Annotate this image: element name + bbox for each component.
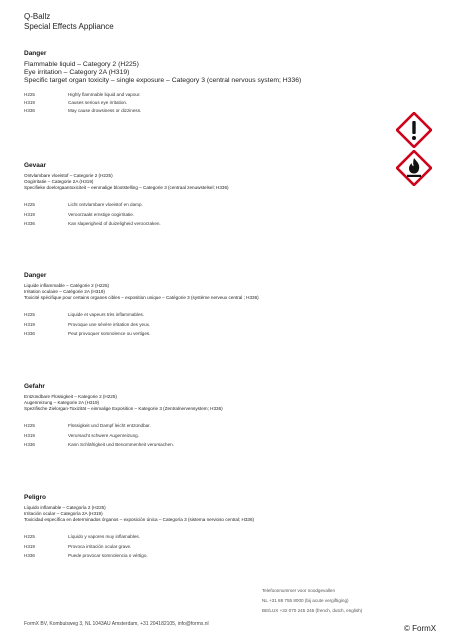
hazard-text: Causes serious eye irritation. <box>68 100 128 105</box>
document-header <box>24 12 114 32</box>
hazard-statement <box>24 423 414 429</box>
hazard-code: H319 <box>24 211 35 217</box>
company-address: FormX BV, Kombuisweg 3, NL 1043AU Amsterdam, +31 204182105, info@formx.nl <box>24 621 209 627</box>
signal-word: Danger <box>24 272 47 279</box>
hazard-statement <box>24 331 414 337</box>
classification-line: Toxicité spécifique pour certains organes cibles – exposition unique – Catégorie 3 (système nerveux central ; H336) <box>24 294 259 300</box>
hazard-statement <box>24 553 414 559</box>
hazard-statement-list <box>24 423 414 448</box>
ghs02-flame-icon <box>396 150 432 186</box>
hazard-statement <box>24 322 414 328</box>
hazard-code: H225 <box>24 423 35 429</box>
classification-line: Toxicidad específica en determinados órganos – exposición única – Categoría 3 (sistema nervioso central; H336) <box>24 516 255 522</box>
hazard-code: H336 <box>24 553 35 559</box>
hazard-statement-list <box>24 534 414 559</box>
hazard-text: Flüssigkeit und Dampf leicht entzündbar. <box>68 423 151 429</box>
product-subtitle: Special Effects Appliance <box>24 22 114 31</box>
hazard-code: H336 <box>24 442 35 448</box>
hazard-statement <box>24 202 414 208</box>
signal-word: Danger <box>24 50 47 57</box>
signal-word: Peligro <box>24 494 47 501</box>
emergency-heading: Telefoonnummer voor noodgevallen <box>262 588 336 593</box>
hazard-text: Kan slaperigheid of duizeligheid veroorzaken. <box>68 221 161 227</box>
hazard-statement <box>24 312 414 318</box>
signal-word: Gevaar <box>24 162 47 169</box>
hazard-text: Verursacht schwere Augenreizung. <box>68 432 139 438</box>
hazard-text: Peut provoquer somnolence ou vertiges. <box>68 331 151 337</box>
classification-line: Augenreizung – Kategorie 2A (H319) <box>24 399 100 405</box>
classification-line: Specifieke doelorgaantoxiciteit – eenmalige blootstelling – Categorie 3 (centraal zenuwstelsel; H336) <box>24 184 229 190</box>
classification-line: Oogirritatie – Categorie 2A (H319) <box>24 178 94 184</box>
hazard-text: Provoca irritación ocular grave. <box>68 543 132 549</box>
hazard-text: Veroorzaakt ernstige oogirritatie. <box>68 211 135 217</box>
hazard-code: H225 <box>24 312 35 318</box>
hazard-code: H225 <box>24 91 35 97</box>
classification-line: Eye irritation – Category 2A (H319) <box>24 69 130 77</box>
hazard-text: May cause drowsiness or dizziness. <box>68 108 142 114</box>
hazard-statement <box>24 212 414 218</box>
hazard-statement <box>24 442 414 448</box>
hazard-code: H319 <box>24 432 35 438</box>
hazard-statement <box>24 92 414 98</box>
hazard-statement <box>24 544 414 550</box>
product-name: Q-Ballz <box>24 12 51 21</box>
hazard-section-fr <box>24 272 414 341</box>
hazard-text: Puede provocar somnolencia o vértigo. <box>68 553 148 559</box>
classification-line: Irritación ocular – Categoría 2A (H319) <box>24 510 103 516</box>
hazard-statement-list <box>24 312 414 337</box>
hazard-code: H336 <box>24 331 35 337</box>
classification-line: Irritation oculaire – Catégorie 2A (H319) <box>24 288 105 294</box>
hazard-statement <box>24 221 414 227</box>
emergency-phone-be: BE/LUX +32 070 245 245 (french, dutch, english) <box>262 608 363 613</box>
hazard-section-de <box>24 383 414 452</box>
hazard-text: Kann Schläfrigkeit und Benommenheit verursachen. <box>68 442 174 448</box>
emergency-contact <box>262 586 362 616</box>
classification-line: Flammable liquid – Category 2 (H225) <box>24 61 139 68</box>
ghs-pictograms <box>396 112 432 188</box>
hazard-section-nl <box>24 162 414 231</box>
hazard-text: Líquido y vapores muy inflamables. <box>68 534 141 540</box>
copyright: © FormX <box>404 624 437 633</box>
classification-line: Líquido inflamable – Categoría 2 (H225) <box>24 505 106 510</box>
hazard-statement <box>24 433 414 439</box>
classification-line: Entzündbare Flüssigkeit – Kategorie 2 (H225) <box>24 394 117 399</box>
hazard-text: Highly flammable liquid and vapour. <box>68 91 141 97</box>
classification-line: Specific target organ toxicity – single exposure – Category 3 (central nervous system; H336) <box>24 77 302 85</box>
classification-line: Spezifische Zielorgan-Toxizität – einmalige Exposition – Kategorie 3 (Zentralnervensystem; H336) <box>24 405 223 411</box>
hazard-code: H319 <box>24 543 35 549</box>
hazard-code: H336 <box>24 221 35 227</box>
hazard-text: Licht ontvlambare vloeistof en damp. <box>68 202 143 208</box>
hazard-text: Provoque une sévère irritation des yeux. <box>68 321 151 327</box>
hazard-code: H319 <box>24 321 35 327</box>
hazard-code: H225 <box>24 202 35 208</box>
ghs07-exclamation-icon <box>396 112 432 148</box>
classification-line: Liquide inflammable – Catégorie 2 (H225) <box>24 283 110 288</box>
hazard-statement-list <box>24 92 414 115</box>
hazard-statement <box>24 108 414 114</box>
hazard-statement-list <box>24 202 414 227</box>
hazard-code: H319 <box>24 100 35 105</box>
signal-word: Gefahr <box>24 383 45 390</box>
hazard-code: H336 <box>24 108 35 114</box>
classification-line: Ontvlambare vloeistof – Categorie 2 (H225) <box>24 173 113 178</box>
hazard-section-en <box>24 50 414 117</box>
hazard-statement <box>24 534 414 540</box>
hazard-code: H225 <box>24 534 35 540</box>
hazard-text: Liquide et vapeurs très inflammables. <box>68 312 145 318</box>
emergency-phone-nl: NL +31 88 755 8000 (bij acute vergiftiging) <box>262 598 349 603</box>
hazard-section-es <box>24 494 414 563</box>
hazard-statement <box>24 100 414 106</box>
